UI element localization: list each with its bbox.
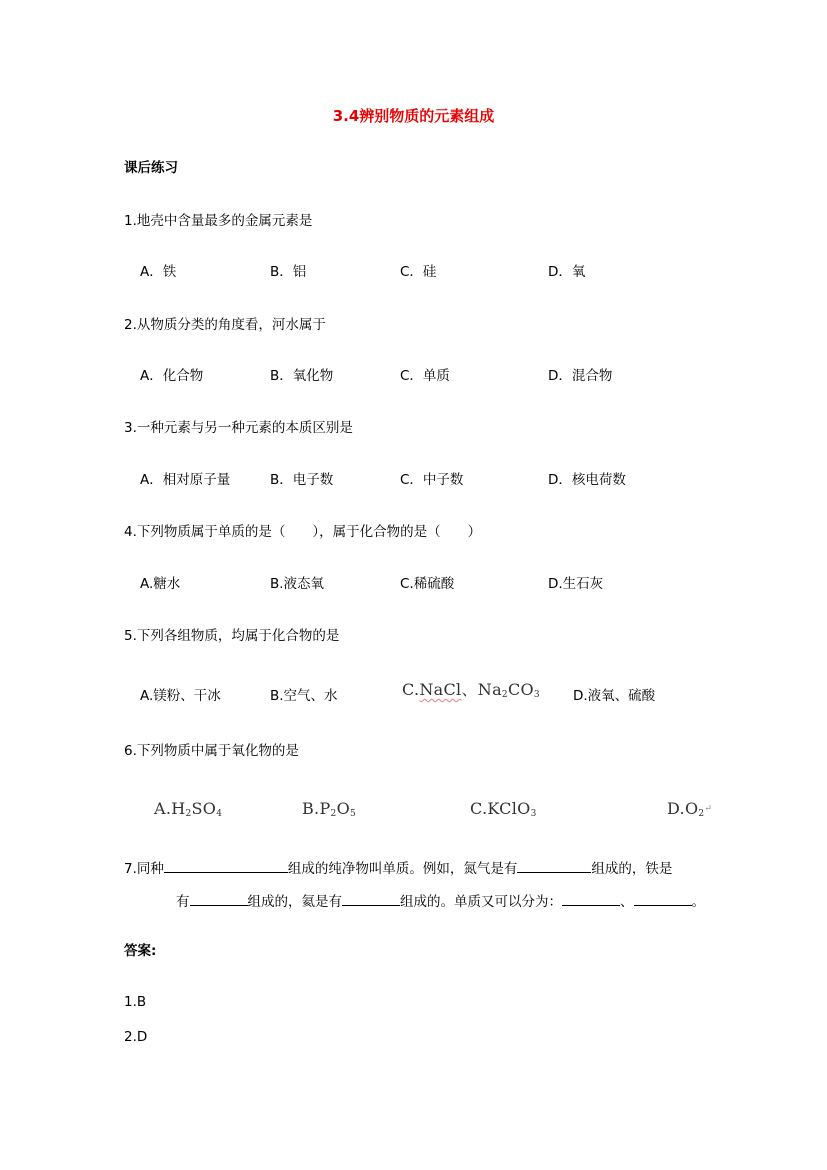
question-6-stem: 6.下列物质中属于氧化物的是: [124, 743, 299, 759]
question-3-stem: 3.一种元素与另一种元素的本质区别是: [124, 420, 353, 436]
question-5-stem: 5.下列各组物质，均属于化合物的是: [124, 628, 340, 644]
question-1-option-d: D．氧: [548, 264, 586, 280]
question-3-option-a: A．相对原子量: [140, 472, 231, 488]
answer-item: 1.B: [124, 994, 147, 1010]
answers-heading: 答案:: [124, 943, 157, 959]
question-5-option-c: C.NaCl、$Na_2CO_3$: [402, 680, 540, 700]
question-7-line-1: 7.同种 组成的纯净物叫单质。例如，氮气是有 组成的，铁是: [124, 858, 672, 877]
fill-blank[interactable]: [517, 858, 591, 873]
question-4-option-b: B.液态氧: [270, 576, 325, 592]
question-5-option-b: B.空气、水: [270, 688, 338, 704]
question-4-option-c: C.稀硫酸: [400, 576, 455, 592]
question-3-option-d: D．核电荷数: [548, 472, 626, 488]
answer-item: 2.D: [124, 1029, 148, 1045]
fill-blank[interactable]: [164, 858, 288, 873]
question-6-option-d: $D.O_2^↵$: [667, 799, 713, 819]
question-6-option-c: C.KClO$_3$: [470, 799, 537, 819]
question-4-stem: 4.下列物质属于单质的是（ ），属于化合物的是（ ）: [124, 524, 482, 540]
question-5-option-d: D.液氧、硫酸: [573, 688, 656, 704]
question-2-option-d: D．混合物: [548, 368, 613, 384]
question-4-option-d: D.生石灰: [548, 576, 604, 592]
question-1-option-a: A．铁: [140, 264, 177, 280]
question-7-line-2: 有 组成的，氦是有 组成的。单质又可以分为： 、 。: [176, 891, 705, 910]
fill-blank[interactable]: [190, 891, 248, 906]
question-5-option-a: A.镁粉、干冰: [140, 688, 221, 704]
return-mark-icon: ↵: [704, 804, 713, 814]
question-6-option-a: $A.H_2SO_4$: [154, 799, 223, 819]
question-4-option-a: A.糖水: [140, 576, 181, 592]
question-2-option-a: A．化合物: [140, 368, 204, 384]
question-6-option-b: $B.P_2O_5$: [302, 799, 357, 819]
question-3-option-b: B．电子数: [270, 472, 334, 488]
question-1-option-b: B．铝: [270, 264, 307, 280]
page-title: 3.4辨别物质的元素组成: [332, 107, 495, 125]
question-3-option-c: C．中子数: [400, 472, 464, 488]
question-2-option-c: C．单质: [400, 368, 450, 384]
section-heading: 课后练习: [124, 160, 178, 176]
fill-blank[interactable]: [342, 891, 400, 906]
question-2-stem: 2.从物质分类的角度看，河水属于: [124, 317, 326, 333]
fill-blank[interactable]: [634, 891, 692, 906]
fill-blank[interactable]: [562, 891, 620, 906]
question-2-option-b: B．氧化物: [270, 368, 334, 384]
question-1-stem: 1.地壳中含量最多的金属元素是: [124, 213, 313, 229]
question-1-option-c: C．硅: [400, 264, 437, 280]
